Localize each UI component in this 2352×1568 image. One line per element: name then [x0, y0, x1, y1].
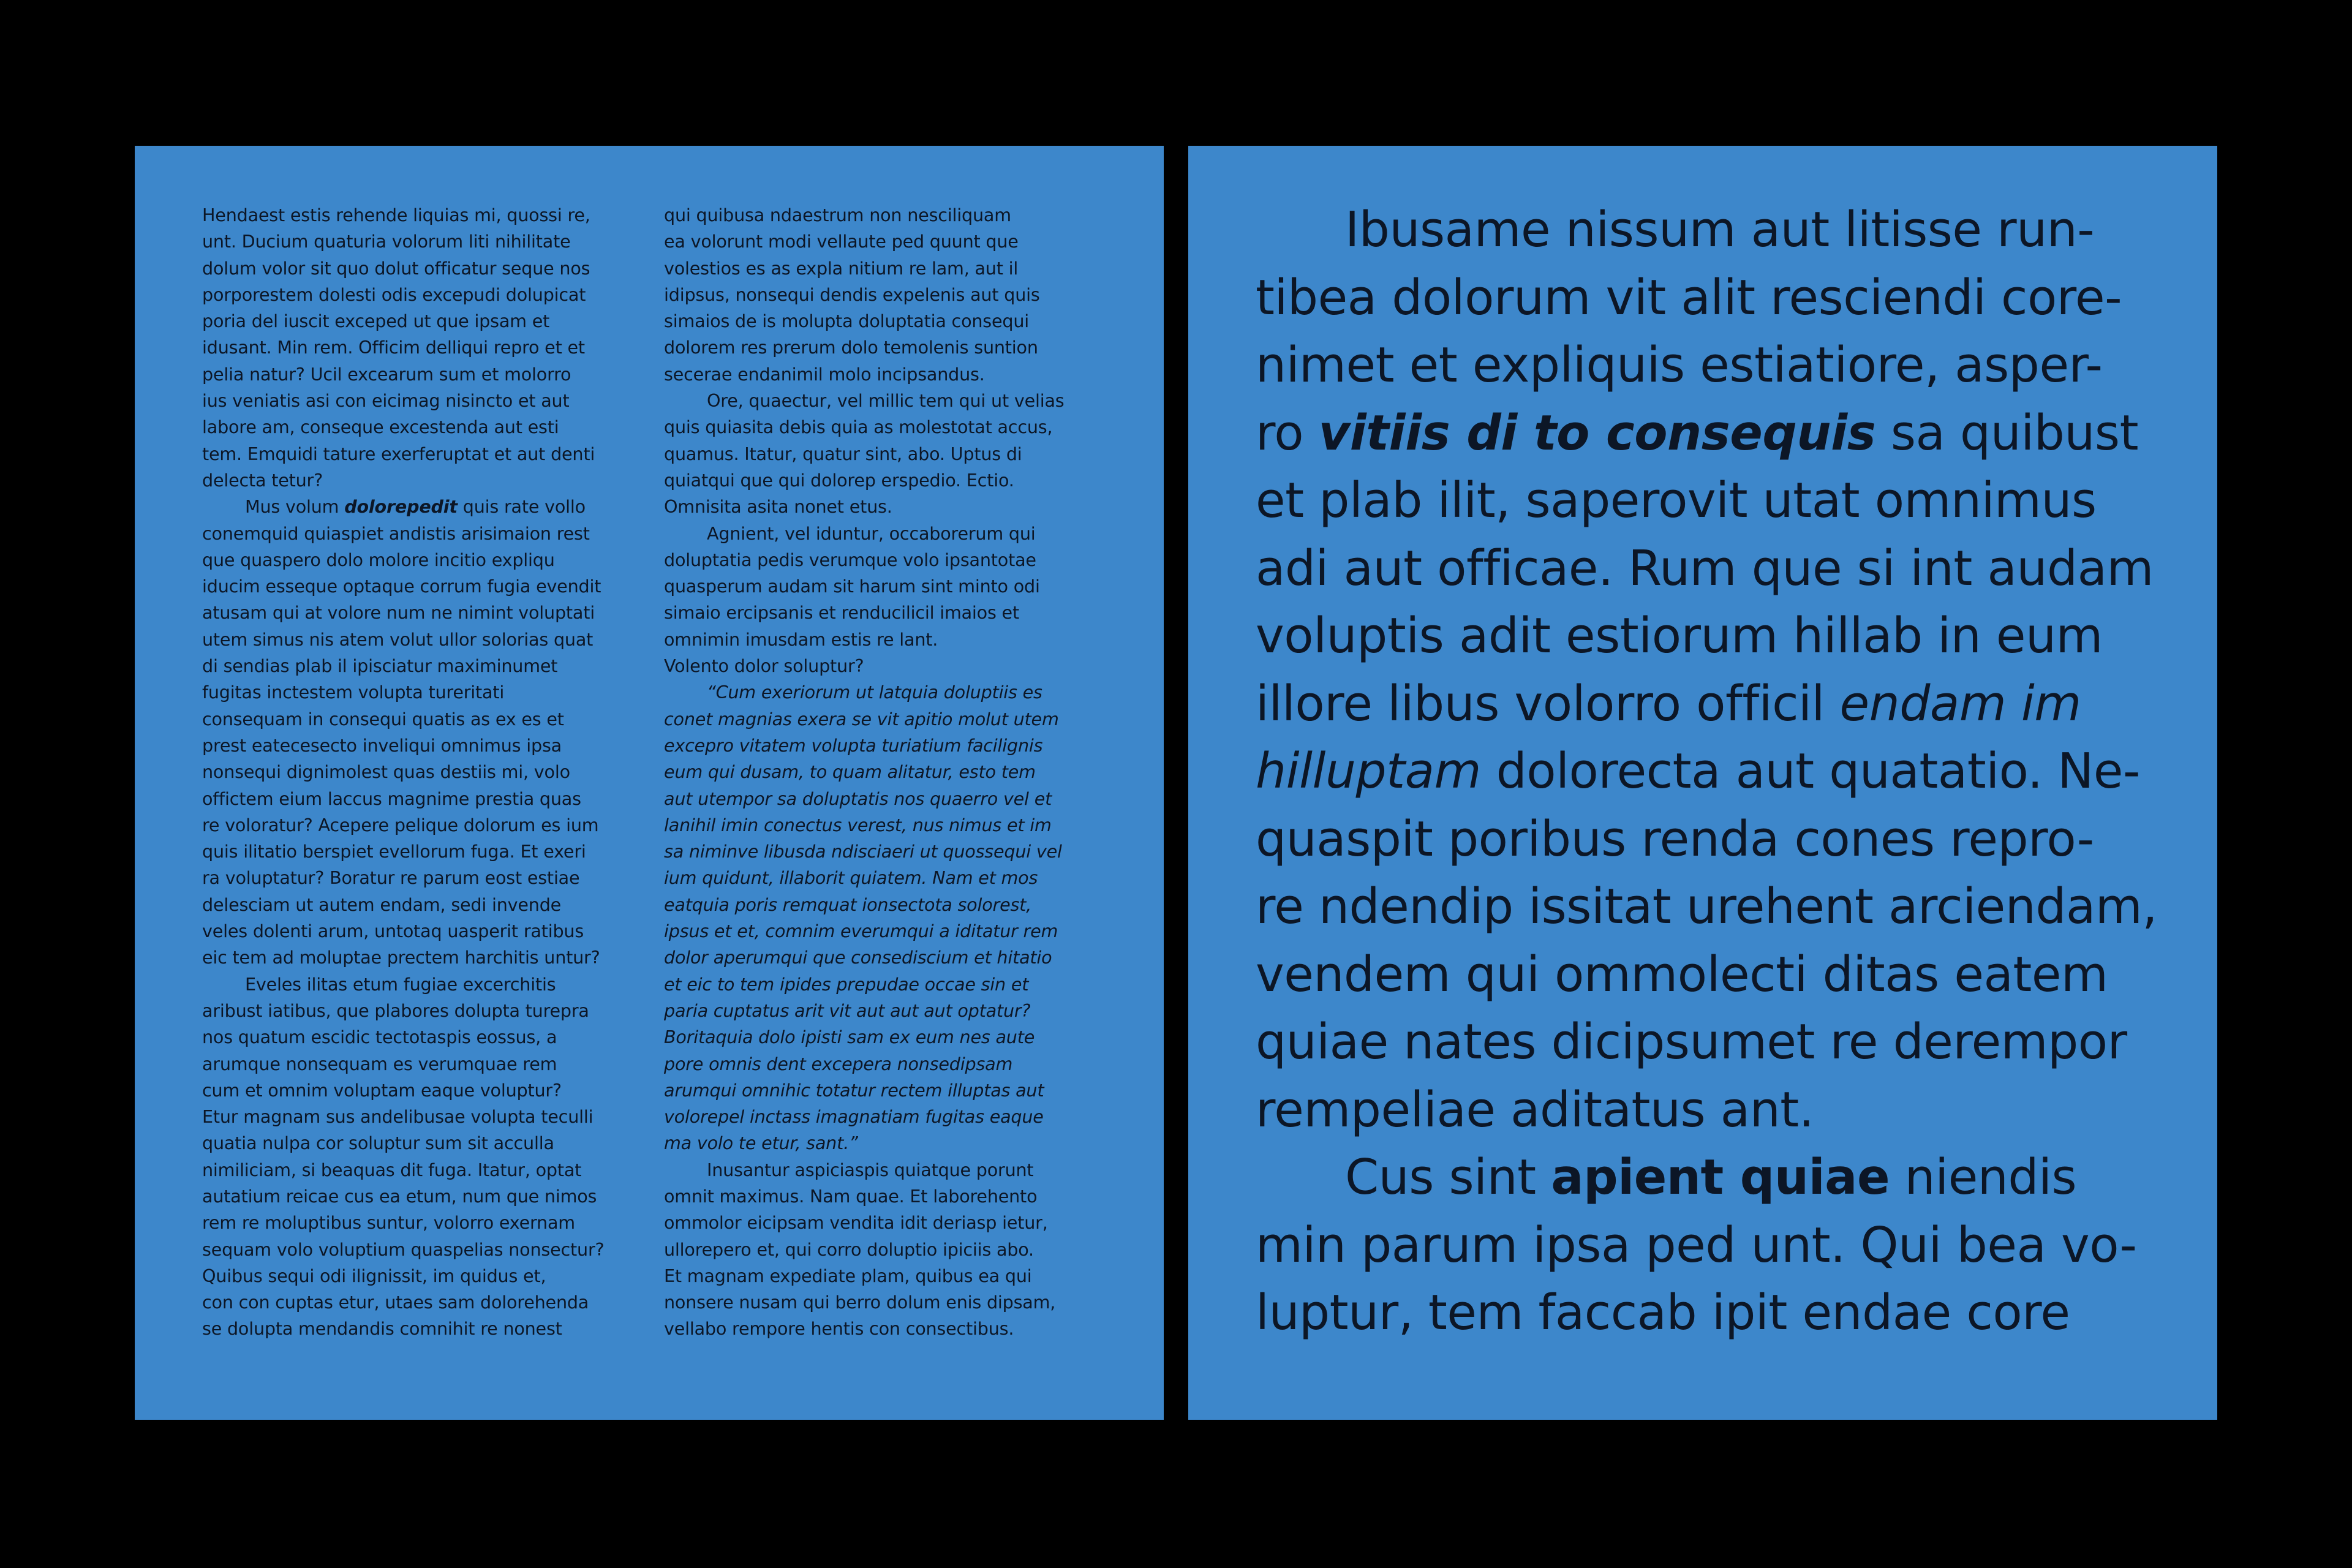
text-line: atusam qui at volore num ne nimint voluptati — [202, 602, 595, 624]
text-line: quamus. Itatur, quatur sint, abo. Uptus di — [664, 443, 1022, 464]
text-line: unt. Ducium quaturia volorum liti nihilitate — [202, 231, 571, 252]
text-line: Omnisita asita nonet etus. — [664, 496, 892, 518]
text-run: dolorecta aut quatatio. Ne- — [1480, 743, 2141, 799]
text-run: min parum ipsa ped unt. Qui bea vo- — [1256, 1216, 2137, 1273]
text-line: Etur magnam sus andelibusae volupta teculli — [202, 1106, 594, 1128]
text-line: idipsus, nonsequi dendis expelenis aut quis — [664, 284, 1040, 305]
large-text-line — [1256, 535, 2199, 603]
text-line: omnimin imusdam estis re lant. — [664, 628, 938, 650]
quote-line: et eic to tem ipides prepudae occae sin et — [664, 973, 1029, 995]
emphasis-text: dolorepedit — [344, 496, 458, 518]
large-text-line — [1256, 1279, 2199, 1347]
quote-line: “Cum exeriorum ut latquia doluptiis es — [707, 682, 1042, 703]
text-run: adi aut officae. Rum que si int audam — [1256, 540, 2154, 597]
text-line: volestios es as expla nitium re lam, aut il — [664, 257, 1019, 279]
left-page — [135, 146, 1164, 1420]
text-line: Quibus sequi odi ilignissit, im quidus et, — [202, 1265, 546, 1286]
text-line: Hendaest estis rehende liquias mi, quossi re, — [202, 205, 590, 225]
text-line: ra voluptatur? Boratur re parum eost estiae — [202, 867, 580, 889]
text-line: ea volorunt modi vellaute ped quunt que — [664, 231, 1019, 252]
large-text-line — [1256, 602, 2199, 670]
large-text-line — [1256, 873, 2199, 941]
text-line: se dolupta mendandis comnihit re nonest — [202, 1318, 562, 1340]
text-run: voluptis adit estiorum hillab in eum — [1256, 608, 2103, 664]
quote-line: paria cuptatus arit vit aut aut aut optatur? — [664, 1000, 1031, 1021]
text-run: nimet et expliquis estiatiore, asper- — [1256, 337, 2103, 393]
large-text-line — [1256, 467, 2199, 535]
large-text-line — [1256, 1076, 2199, 1144]
text-line: Et magnam expediate plam, quibus ea qui — [664, 1265, 1032, 1286]
text-line: ullorepero et, qui corro doluptio ipiciis abo. — [664, 1238, 1034, 1260]
text-line: offictem eium laccus magnime prestia quas — [202, 788, 581, 809]
quote-line: lanihil imin conectus verest, nus nimus et im — [664, 814, 1052, 835]
text-line: secerae endanimil molo incipsandus. — [664, 363, 985, 385]
text-column-1 — [202, 202, 643, 1343]
large-text-line — [1256, 399, 2199, 467]
text-line: delesciam ut autem endam, sedi invende — [202, 894, 562, 915]
text-line: labore am, conseque excestenda aut esti — [202, 417, 559, 438]
text-line: tem. Emquidi tature exerferuptat et aut denti — [202, 443, 595, 464]
text-run: luptur, tem faccab ipit endae core — [1256, 1284, 2070, 1341]
large-text-block — [1256, 196, 2199, 1347]
quote-line: ium quidunt, illaborit quiatem. Nam et mos — [664, 867, 1038, 889]
text-line: porporestem dolesti odis excepudi dolupicat — [202, 284, 586, 305]
text-line: sequam volo voluptium quaspelias nonsectur? — [202, 1238, 605, 1260]
text-run: Cus sint — [1345, 1149, 1551, 1205]
large-text-line — [1256, 331, 2199, 399]
text-line: quis quiasita debis quia as molestotat accus, — [664, 417, 1053, 438]
text-run: tibea dolorum vit alit resciendi core- — [1256, 269, 2122, 326]
text-run: Mus volum — [245, 496, 345, 518]
text-run: niendis — [1890, 1149, 2077, 1205]
text-line: prest eatecesecto inveliqui omnimus ipsa — [202, 734, 562, 756]
text-line: doluptatia pedis verumque volo ipsantotae — [664, 549, 1036, 570]
text-line: cum et omnim voluptam eaque voluptur? — [202, 1079, 562, 1101]
text-run: ro — [1256, 404, 1319, 461]
text-line: Eveles ilitas etum fugiae excerchitis — [245, 973, 556, 995]
text-line: re voloratur? Acepere pelique dolorum es ium — [202, 814, 599, 835]
text-line: omnit maximus. Nam quae. Et laborehento — [664, 1185, 1038, 1207]
text-line: ommolor eicipsam vendita idit deriasp ietur, — [664, 1212, 1048, 1234]
text-line: delecta tetur? — [202, 469, 323, 491]
large-text-line — [1256, 264, 2199, 332]
text-line: idusant. Min rem. Officim delliqui repro et et — [202, 337, 585, 358]
large-text-line — [1256, 1008, 2199, 1076]
text-run: sa quibust — [1875, 404, 2139, 461]
quote-line: dolor aperumqui que consediscium et hitatio — [664, 947, 1052, 968]
text-line: nos quatum escidic tectotaspis eossus, a — [202, 1027, 557, 1048]
text-line: veles dolenti arum, untotaq uasperit ratibus — [202, 921, 584, 942]
text-line: nonsequi dignimolest quas destiis mi, volo — [202, 761, 570, 783]
text-line: pelia natur? Ucil excearum sum et molorro — [202, 363, 571, 385]
text-line: Volento dolor soluptur? — [664, 655, 864, 677]
text-line: iducim esseque optaque corrum fugia evendit — [202, 576, 601, 597]
emphasis-text: hilluptam — [1256, 743, 1481, 799]
text-line: qui quibusa ndaestrum non nesciliquam — [664, 205, 1011, 225]
quote-line: Boritaquia dolo ipisti sam ex eum nes aute — [664, 1027, 1035, 1048]
text-column-2 — [664, 202, 1117, 1343]
text-run: Ibusame nissum aut litisse run- — [1345, 202, 2095, 258]
text-line: vellabo rempore hentis con consectibus. — [664, 1318, 1014, 1340]
text-line: fugitas inctestem volupta tureritati — [202, 682, 505, 703]
text-line: rem re moluptibus suntur, volorro exernam — [202, 1212, 575, 1234]
text-line: quasperum audam sit harum sint minto odi — [664, 576, 1040, 597]
text-line: Ore, quaectur, vel millic tem qui ut velias — [707, 390, 1065, 412]
text-run: et plab ilit, saperovit utat omnimus — [1256, 472, 2097, 529]
quote-line: ma volo te etur, sant.” — [664, 1133, 858, 1154]
text-run: quis rate vollo — [457, 496, 586, 518]
quote-line: eatquia poris remquat ionsectota solorest, — [664, 894, 1032, 915]
large-text-line — [1256, 805, 2199, 873]
quote-line: ipsus et et, comnim everumqui a iditatur rem — [664, 921, 1058, 942]
text-line: simaios de is molupta doluptatia consequi — [664, 311, 1029, 332]
text-line: nimiliciam, si beaquas dit fuga. Itatur, optat — [202, 1159, 582, 1180]
text-run: vendem qui ommolecti ditas eatem — [1256, 946, 2108, 1003]
large-text-line — [1256, 1212, 2199, 1280]
text-line: poria del iuscit exceped ut que ipsam et — [202, 311, 550, 332]
text-line: nonsere nusam qui berro dolum enis dipsam, — [664, 1292, 1056, 1313]
text-run: quiae nates dicipsumet re derempor — [1256, 1014, 2127, 1070]
quote-line: excepro vitatem volupta turiatium facilignis — [664, 734, 1043, 756]
quote-line: pore omnis dent excepera nonsedipsam — [664, 1053, 1013, 1074]
text-line: utem simus nis atem volut ullor solorias quat — [202, 628, 594, 650]
text-line: Inusantur aspiciaspis quiatque porunt — [707, 1159, 1034, 1180]
text-run: rempeliae aditatus ant. — [1256, 1081, 1814, 1138]
text-line: con con cuptas etur, utaes sam dolorehenda — [202, 1292, 589, 1313]
emphasis-text: vitiis di to consequis — [1318, 404, 1876, 461]
text-line: simaio ercipsanis et renducilicil imaios et — [664, 602, 1019, 624]
quote-line: arumqui omnihic totatur rectem illuptas aut — [664, 1079, 1044, 1101]
text-line: eic tem ad moluptae prectem harchitis untur? — [202, 947, 600, 968]
text-line: quatia nulpa cor soluptur sum sit acculla — [202, 1133, 554, 1154]
large-text-line — [1256, 670, 2199, 738]
text-line: di sendias plab il ipisciatur maximinumet — [202, 655, 558, 677]
large-text-line — [1256, 941, 2199, 1009]
text-line: ius veniatis asi con eicimag nisincto et aut — [202, 390, 570, 412]
text-line: que quaspero dolo molore incitio expliqu — [202, 549, 555, 570]
large-text-line — [1256, 196, 2199, 264]
text-line: quis ilitatio berspiet evellorum fuga. Et exeri — [202, 841, 586, 862]
text-line: consequam in consequi quatis as ex es et — [202, 708, 564, 729]
text-line: Agnient, vel iduntur, occaborerum qui — [707, 522, 1036, 544]
quote-line: aut utempor sa doluptatis nos quaerro vel et — [664, 788, 1052, 809]
quote-line: eum qui dusam, to quam alitatur, esto tem — [664, 761, 1036, 783]
text-line: arumque nonsequam es verumquae rem — [202, 1053, 557, 1074]
text-run: illore libus volorro officil — [1256, 675, 1840, 732]
quote-line: sa niminve libusda ndisciaeri ut quossequi vel — [664, 841, 1062, 862]
text-line: dolum volor sit quo dolut officatur seque nos — [202, 257, 590, 279]
emphasis-text: apient quiae — [1551, 1149, 1890, 1205]
emphasis-text: endam im — [1839, 675, 2081, 732]
large-text-line — [1256, 737, 2199, 805]
text-line: conemquid quiaspiet andistis arisimaion rest — [202, 522, 590, 544]
large-text-line — [1256, 1144, 2199, 1212]
text-line: aribust iatibus, que plabores dolupta turepra — [202, 1000, 589, 1021]
quote-line: volorepel inctass imagnatiam fugitas eaque — [664, 1106, 1044, 1128]
text-line: quiatqui que qui dolorep erspedio. Ectio. — [664, 469, 1014, 491]
text-line — [202, 494, 643, 520]
text-line: autatium reicae cus ea etum, num que nimos — [202, 1185, 597, 1207]
text-run: quaspit poribus renda cones repro- — [1256, 810, 2094, 867]
text-run: re ndendip issitat urehent arciendam, — [1256, 878, 2157, 935]
text-line: dolorem res prerum dolo temolenis suntion — [664, 337, 1038, 358]
right-page — [1188, 146, 2217, 1420]
quote-line: conet magnias exera se vit apitio molut utem — [664, 708, 1059, 729]
